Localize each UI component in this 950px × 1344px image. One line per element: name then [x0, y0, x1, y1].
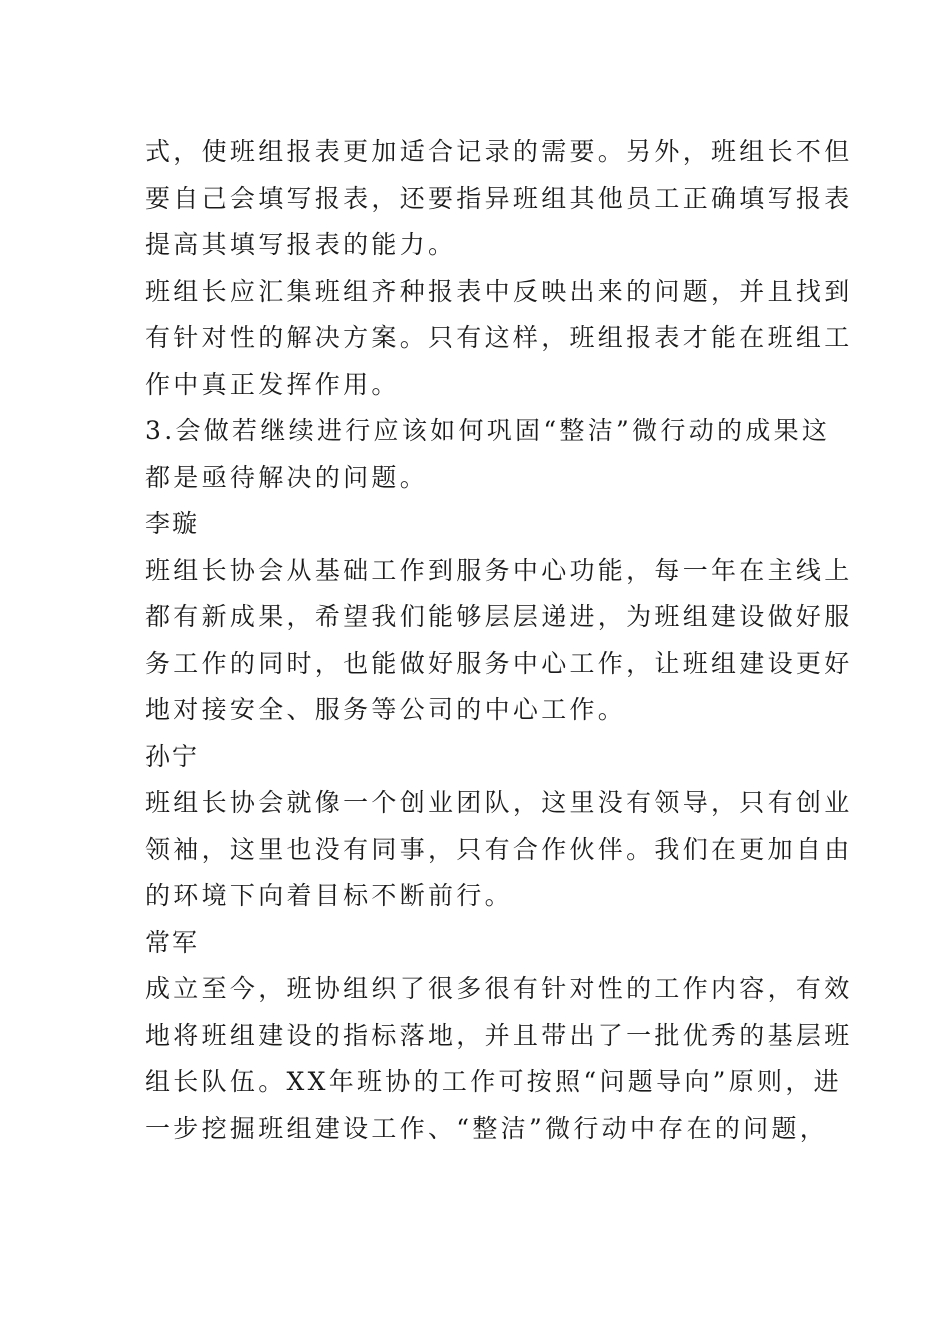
text-line: 领袖，这里也没有同事，只有合作伙伴。我们在更加自由: [145, 834, 853, 864]
speaker-name: 孙宁: [145, 741, 200, 771]
text-line: 的环境下向着目标不断前行。: [145, 881, 513, 910]
text-line: 地对接安全、服务等公司的中心工作。: [145, 695, 627, 724]
text-line: 班组长协会从基础工作到服务中心功能，每一年在主线上: [145, 555, 853, 585]
text-line: 要自己会填写报表，还要指异班组其他员工正确填写报表: [145, 183, 853, 213]
document-body: [145, 129, 853, 1152]
text-line: 班组长应汇集班组齐种报表中反映出来的问题，并且找到: [145, 276, 853, 306]
text-line: 班组长协会就像一个创业团队，这里没有领导，只有创业: [145, 788, 853, 817]
text-line: 3.会做若继续进行应该如何巩固“整洁”微行动的成果这: [145, 416, 831, 445]
text-line: 式，使班组报表更加适合记录的需要。另外，班组长不但: [145, 137, 853, 166]
text-line: 作中真正发挥作用。: [145, 369, 400, 399]
text-line: 有针对性的解决方案。只有这样，班组报表才能在班组工: [145, 323, 853, 352]
text-line: 成立至今，班协组织了很多很有针对性的工作内容，有效: [145, 974, 853, 1003]
text-line: 都是亟待解决的问题。: [145, 462, 429, 492]
speaker-name: 李璇: [145, 509, 200, 538]
text-line: 务工作的同时，也能做好服务中心工作，让班组建设更好: [145, 648, 853, 678]
text-line: 都有新成果，希望我们能够层层递进，为班组建设做好服: [145, 602, 853, 631]
text-line: 地将班组建设的指标落地，并且带出了一批优秀的基层班: [145, 1020, 853, 1050]
text-line: 一步挖掘班组建设工作、“整洁”微行动中存在的问题，: [145, 1113, 829, 1143]
text-line: 组长队伍。XX年班协的工作可按照“问题导向”原则，进: [145, 1067, 842, 1096]
speaker-name: 常军: [145, 927, 200, 957]
text-line: 提高其填写报表的能力。: [145, 230, 457, 259]
